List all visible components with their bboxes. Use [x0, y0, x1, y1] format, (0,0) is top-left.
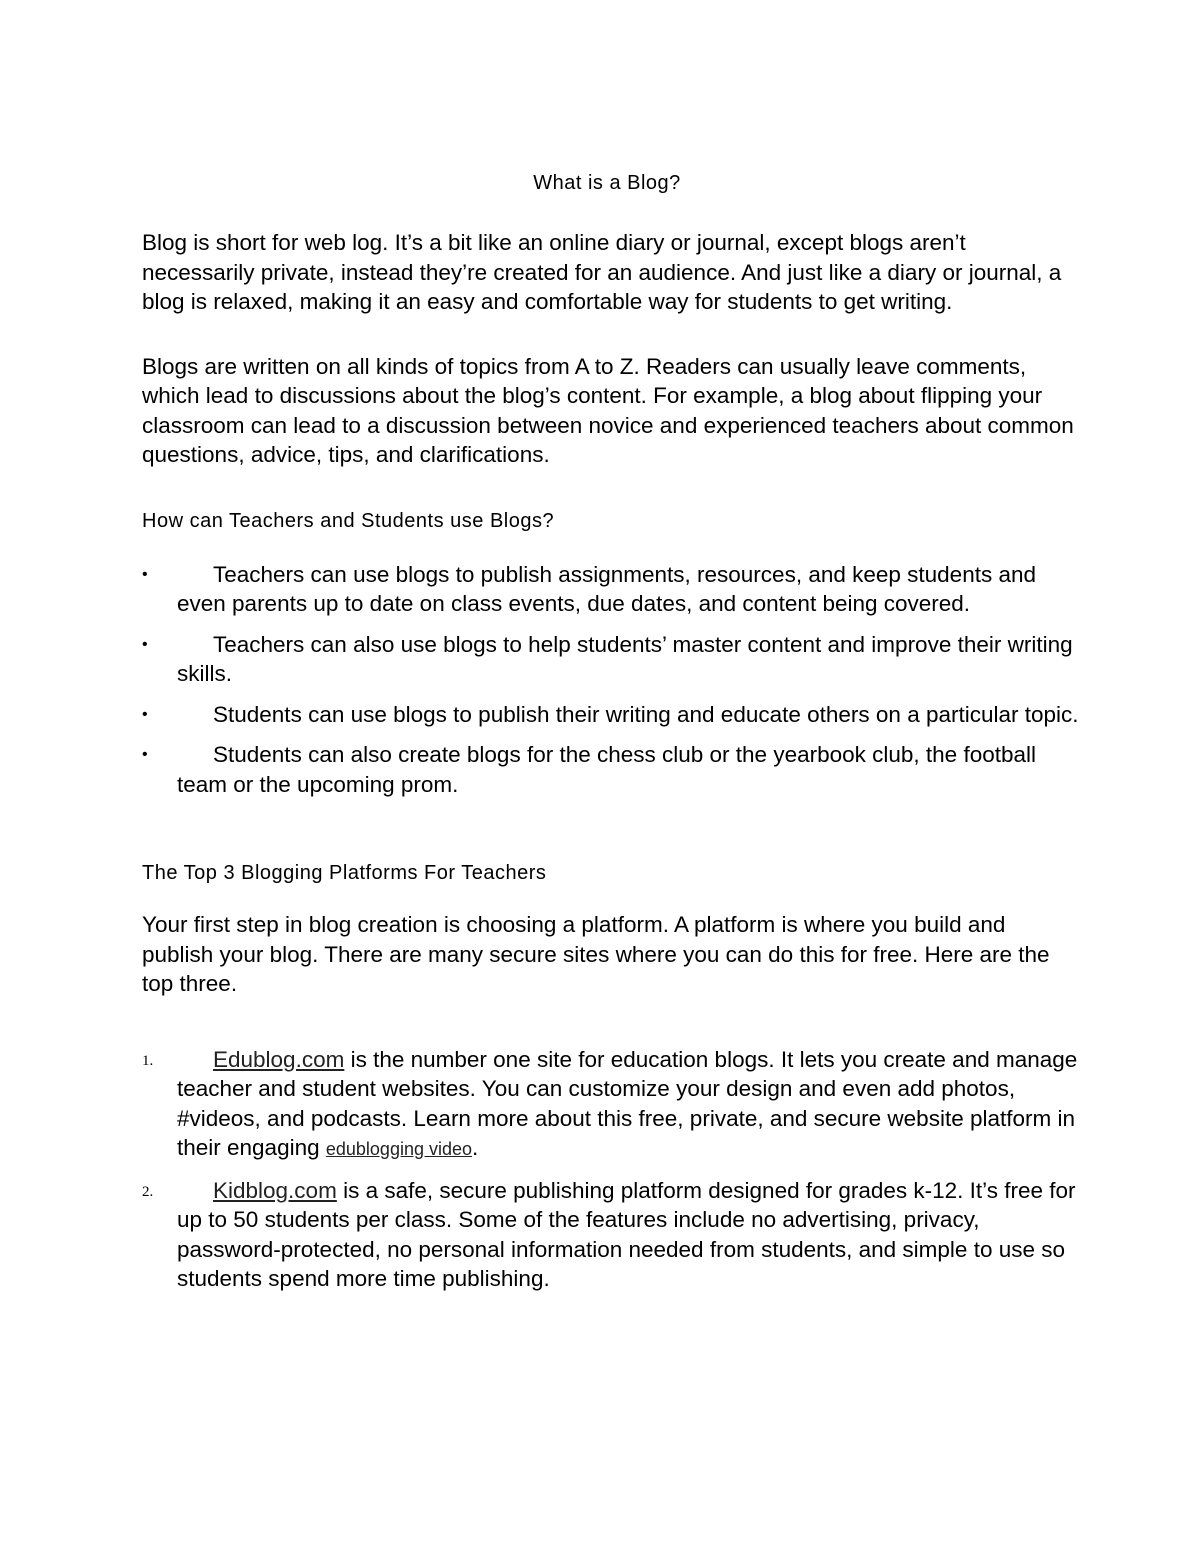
- section-heading-platforms: The Top 3 Blogging Platforms For Teachers: [142, 862, 547, 884]
- list-item-text-end: .: [472, 1135, 479, 1160]
- list-number: 2.: [142, 1183, 154, 1200]
- kidblog-link[interactable]: Kidblog.com: [213, 1177, 337, 1203]
- edublogging-video-link[interactable]: edublogging video: [325, 1139, 473, 1159]
- list-item-text: is the number one site for education blogs. It lets you create and manage teacher and student websites. You can customize your design and even add photos, #videos, and podcasts. Learn more about this free, private, and secure website platform in their engaging: [177, 1046, 1078, 1160]
- list-item: [142, 700, 1082, 730]
- intro-paragraph-2: Blogs are written on all kinds of topics from A to Z. Readers can usually leave comments, which lead to discussions about the blog’s content. For example, a blog about flipping your classroom can lead to a discussion between novice and experienced teachers about common questions, advice, tips, and clarifications.: [142, 353, 1074, 467]
- bullet-icon: •: [142, 565, 148, 583]
- list-item: [142, 560, 1082, 619]
- list-item: [142, 1176, 1082, 1294]
- platforms-intro-paragraph: Your first step in blog creation is choosing a platform. A platform is where you build and publish your blog. There are many secure sites where you can do this for free. Here are the top three.: [142, 912, 1050, 996]
- intro-paragraph-1: Blog is short for web log. It’s a bit like an online diary or journal, except blogs aren’t necessarily private, instead they’re created for an audience. And just like a diary or journal, a blog is relaxed, making it an easy and comfortable way for students to get writing.: [142, 230, 1062, 314]
- edublog-link[interactable]: Edublog.com: [213, 1046, 345, 1072]
- list-item-text: is a safe, secure publishing platform designed for grades k-12. It’s free for up to 50 students per class. Some of the features include no advertising, privacy, password-protected, no personal information needed from students, and simple to use so students spend more time publishing.: [177, 1177, 1076, 1291]
- list-item-text: Teachers can use blogs to publish assignments, resources, and keep students and even parents up to date on class events, due dates, and content being covered.: [177, 561, 1036, 616]
- bullet-icon: •: [142, 635, 148, 653]
- platforms-numbered-list: [142, 1045, 1082, 1294]
- list-item: [142, 740, 1082, 799]
- list-item-text: Students can also create blogs for the chess club or the yearbook club, the football team or the upcoming prom.: [177, 742, 1036, 797]
- list-item: [142, 1045, 1082, 1165]
- list-item: [142, 630, 1082, 689]
- list-item-text: Teachers can also use blogs to help students’ master content and improve their writing skills.: [177, 631, 1073, 686]
- list-number: 1.: [142, 1052, 154, 1069]
- list-item-text: Students can use blogs to publish their writing and educate others on a particular topic.: [213, 701, 1079, 727]
- bullet-icon: •: [142, 705, 148, 723]
- section-heading-uses: How can Teachers and Students use Blogs?: [142, 509, 555, 532]
- page-title: What is a Blog?: [533, 172, 681, 194]
- bullet-icon: •: [142, 746, 148, 763]
- document-page: [142, 168, 1082, 1305]
- uses-bullet-list: [142, 560, 1082, 800]
